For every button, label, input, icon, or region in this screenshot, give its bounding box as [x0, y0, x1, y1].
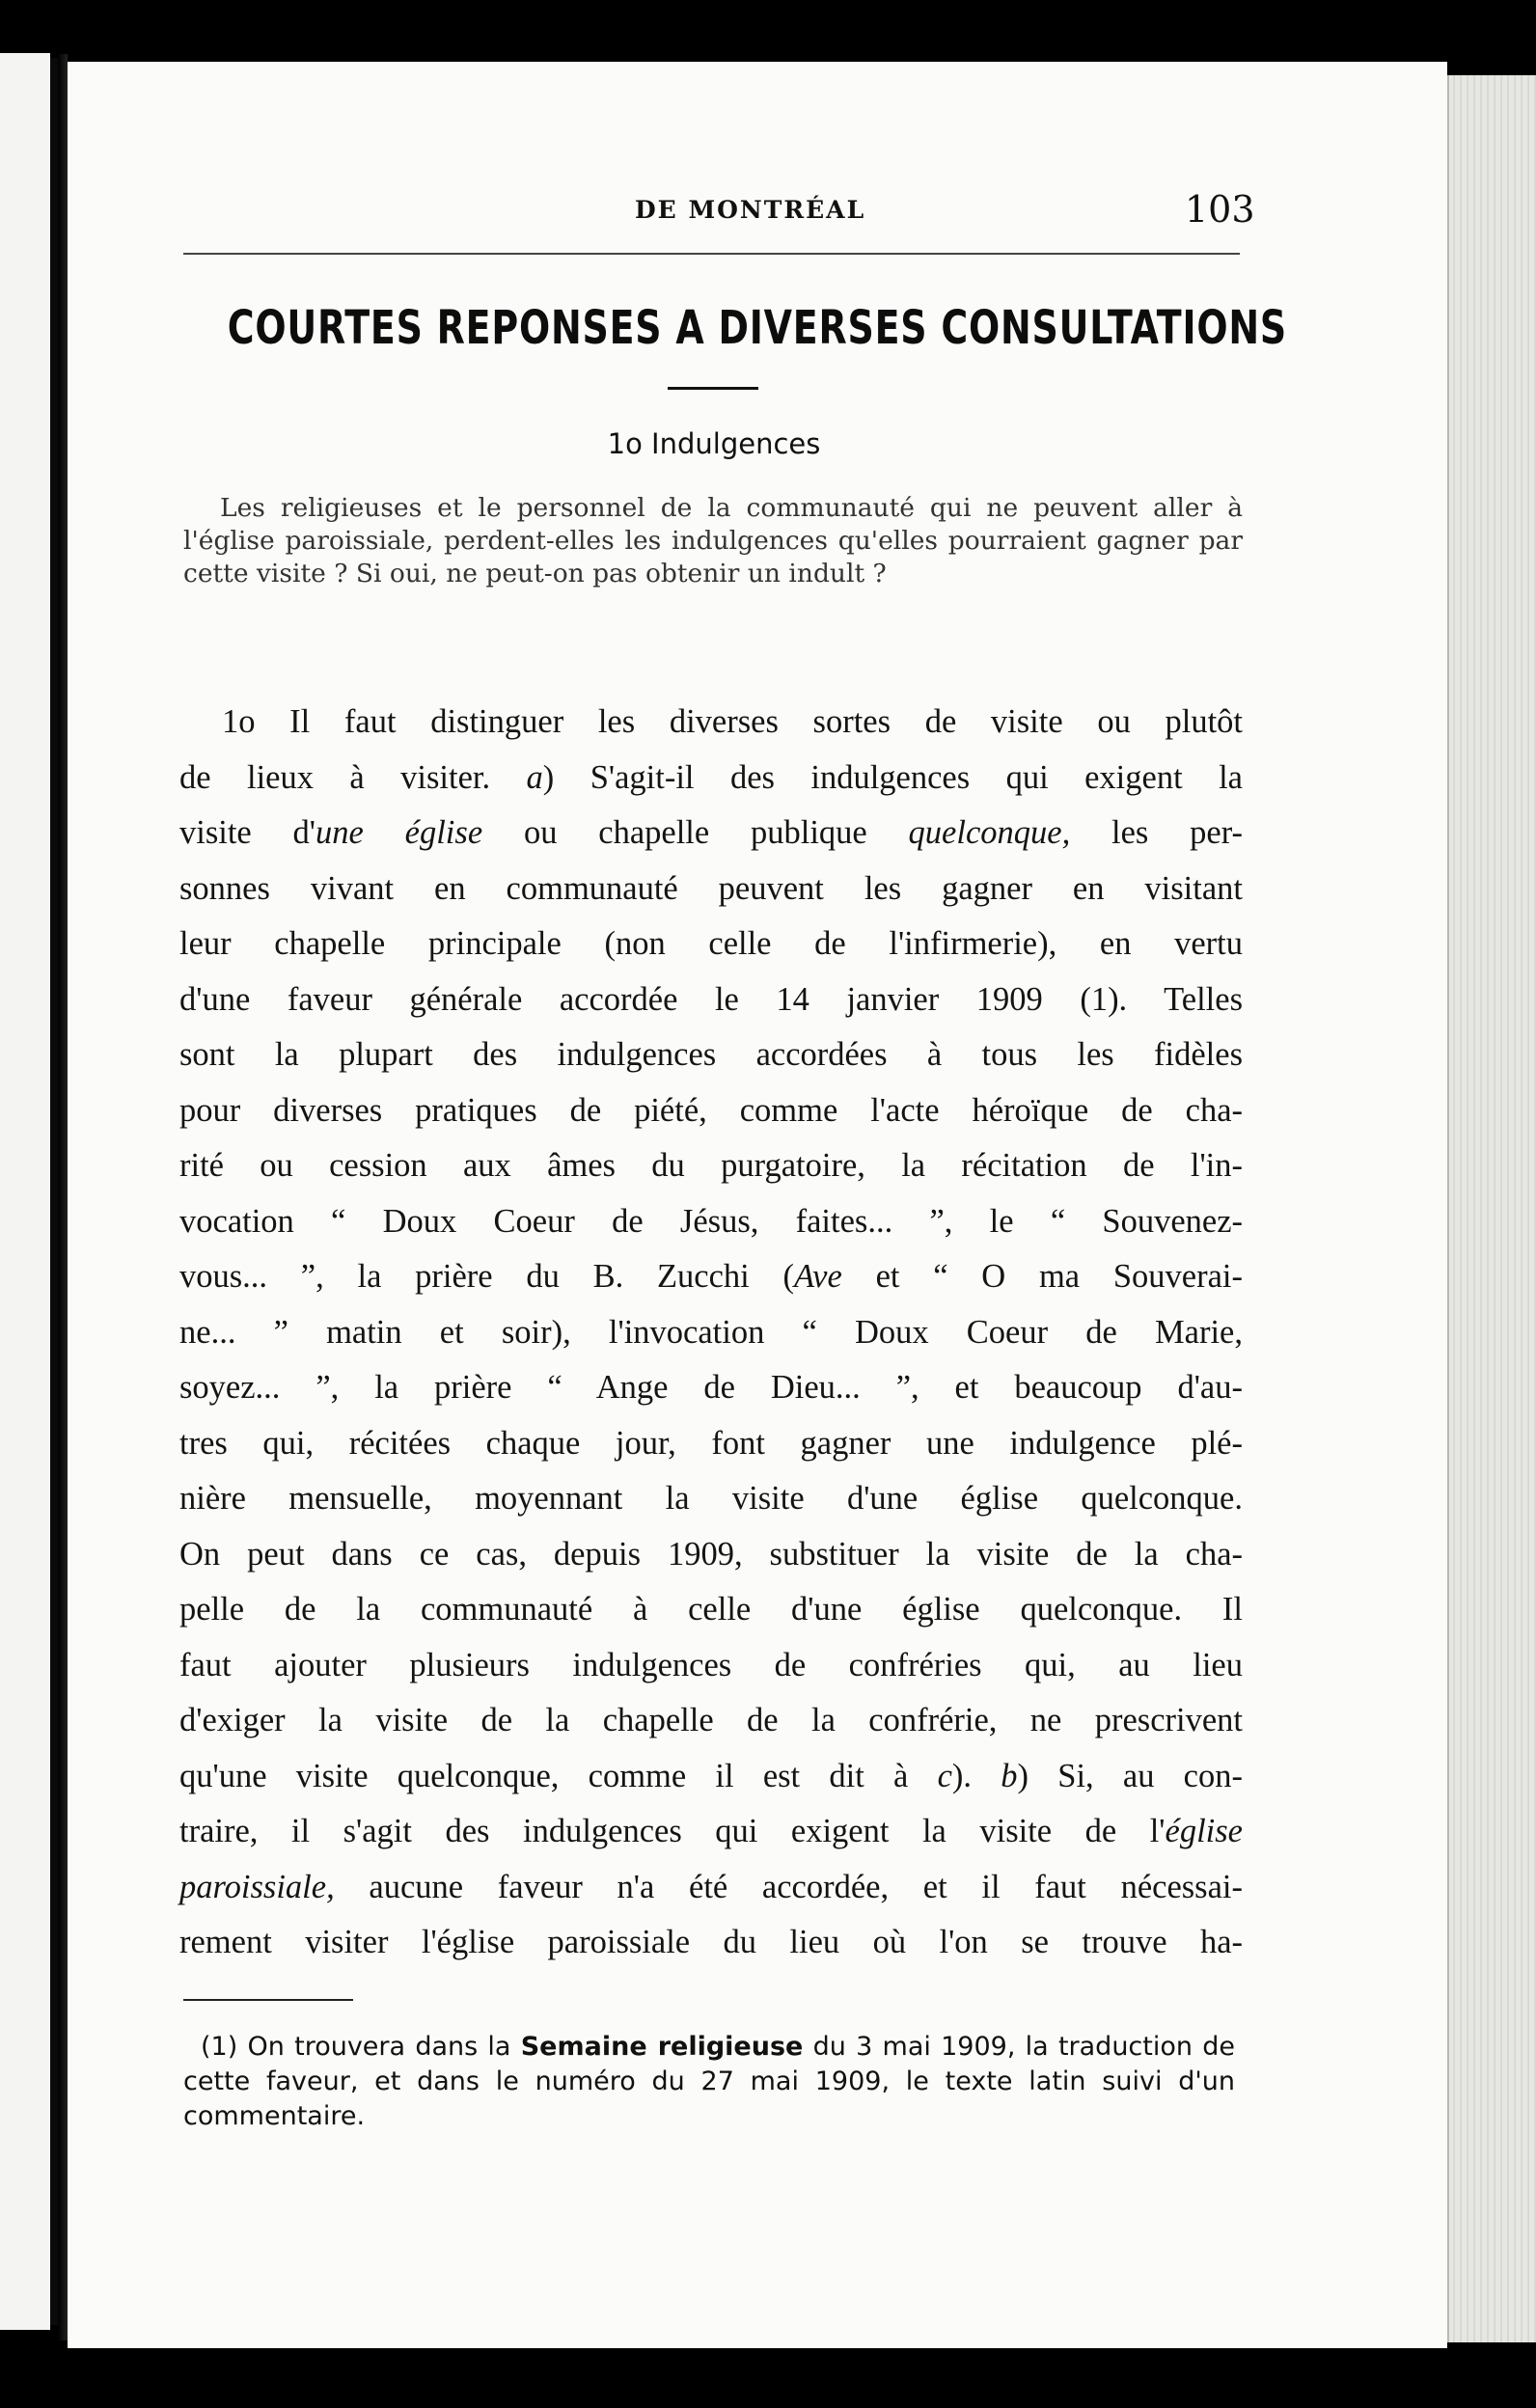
running-head — [0, 188, 1536, 234]
answer-line: soyez... ”, la prière “ Ange de Dieu... ”, et beaucoup d'au- — [179, 1369, 1243, 1406]
answer-line: visite d'une église ou chapelle publique quelconque, les per- — [179, 814, 1243, 851]
answer-line: tres qui, récitées chaque jour, font gagner une indulgence plé- — [179, 1424, 1243, 1462]
answer-line: ne... ” matin et soir), l'invocation “ Doux Coeur de Marie, — [179, 1313, 1243, 1351]
answer-line: pour diverses pratiques de piété, comme l'acte héroïque de cha- — [179, 1091, 1243, 1129]
answer-line: traire, il s'agit des indulgences qui exigent la visite de l'église — [179, 1813, 1243, 1849]
question-paragraph: Les religieuses et le personnel de la communauté qui ne peuvent aller à l'église paroissiale, perdent-elles les indulgences qu'elles pourraient gagner par cette visite ? Si oui, ne peut-on pas obtenir un indult ? — [183, 493, 1243, 588]
answer-line: vous... ”, la prière du B. Zucchi (Ave et “ O ma Souverai- — [179, 1258, 1243, 1295]
answer-line: sonnes vivant en communauté peuvent les gagner en visitant — [179, 869, 1243, 907]
answer-paragraph — [179, 695, 1243, 1971]
answer-line: sont la plupart des indulgences accordées à tous les fidèles — [179, 1036, 1243, 1073]
page-number: 103 — [1185, 188, 1255, 231]
answer-line: rité ou cession aux âmes du purgatoire, la récitation de l'in- — [179, 1147, 1243, 1184]
spine-shadow — [58, 54, 68, 2340]
answer-line: paroissiale, aucune faveur n'a été accordée, et il faut nécessai- — [179, 1868, 1243, 1905]
footnote-rule — [183, 1999, 353, 2001]
running-head-title: DE MONTRÉAL — [635, 196, 866, 224]
answer-line: 1o Il faut distinguer les diverses sortes de visite ou plutôt — [222, 703, 1243, 740]
answer-line: d'exiger la visite de la chapelle de la confrérie, ne prescrivent — [179, 1702, 1243, 1738]
answer-line: rement visiter l'église paroissiale du lieu où l'on se trouve ha- — [179, 1924, 1243, 1960]
subheading: 1o Indulgences — [607, 427, 821, 460]
left-page-edge — [0, 53, 50, 2330]
answer-line: de lieux à visiter. a) S'agit-il des indulgences qui exigent la — [179, 758, 1243, 796]
page-stack-edge — [1447, 75, 1536, 2342]
answer-line: pelle de la communauté à celle d'une église quelconque. Il — [179, 1591, 1243, 1628]
answer-line: On peut dans ce cas, depuis 1909, substituer la visite de la cha- — [179, 1535, 1243, 1573]
answer-line: leur chapelle principale (non celle de l'infirmerie), en vertu — [179, 925, 1243, 962]
answer-line: d'une faveur générale accordée le 14 janvier 1909 (1). Telles — [179, 980, 1243, 1018]
footnote-publication: Semaine religieuse — [520, 2032, 804, 2062]
answer-line: nière mensuelle, moyennant la visite d'une église quelconque. — [179, 1480, 1243, 1517]
footnote: (1) On trouvera dans la Semaine religieuse du 3 mai 1909, la traduction de cette faveur, et dans le numéro du 27 mai 1909, le texte latin suivi d'un commentaire. — [183, 2032, 1235, 2131]
title-rule — [668, 387, 758, 390]
header-rule — [183, 253, 1240, 255]
section-title: COURTES REPONSES A DIVERSES CONSULTATIONS — [227, 301, 1288, 355]
answer-line: vocation “ Doux Coeur de Jésus, faites... ”, le “ Souvenez- — [179, 1202, 1243, 1240]
answer-line: qu'une visite quelconque, comme il est dit à c). b) Si, au con- — [179, 1757, 1243, 1794]
answer-line: faut ajouter plusieurs indulgences de confréries qui, au lieu — [179, 1646, 1243, 1683]
